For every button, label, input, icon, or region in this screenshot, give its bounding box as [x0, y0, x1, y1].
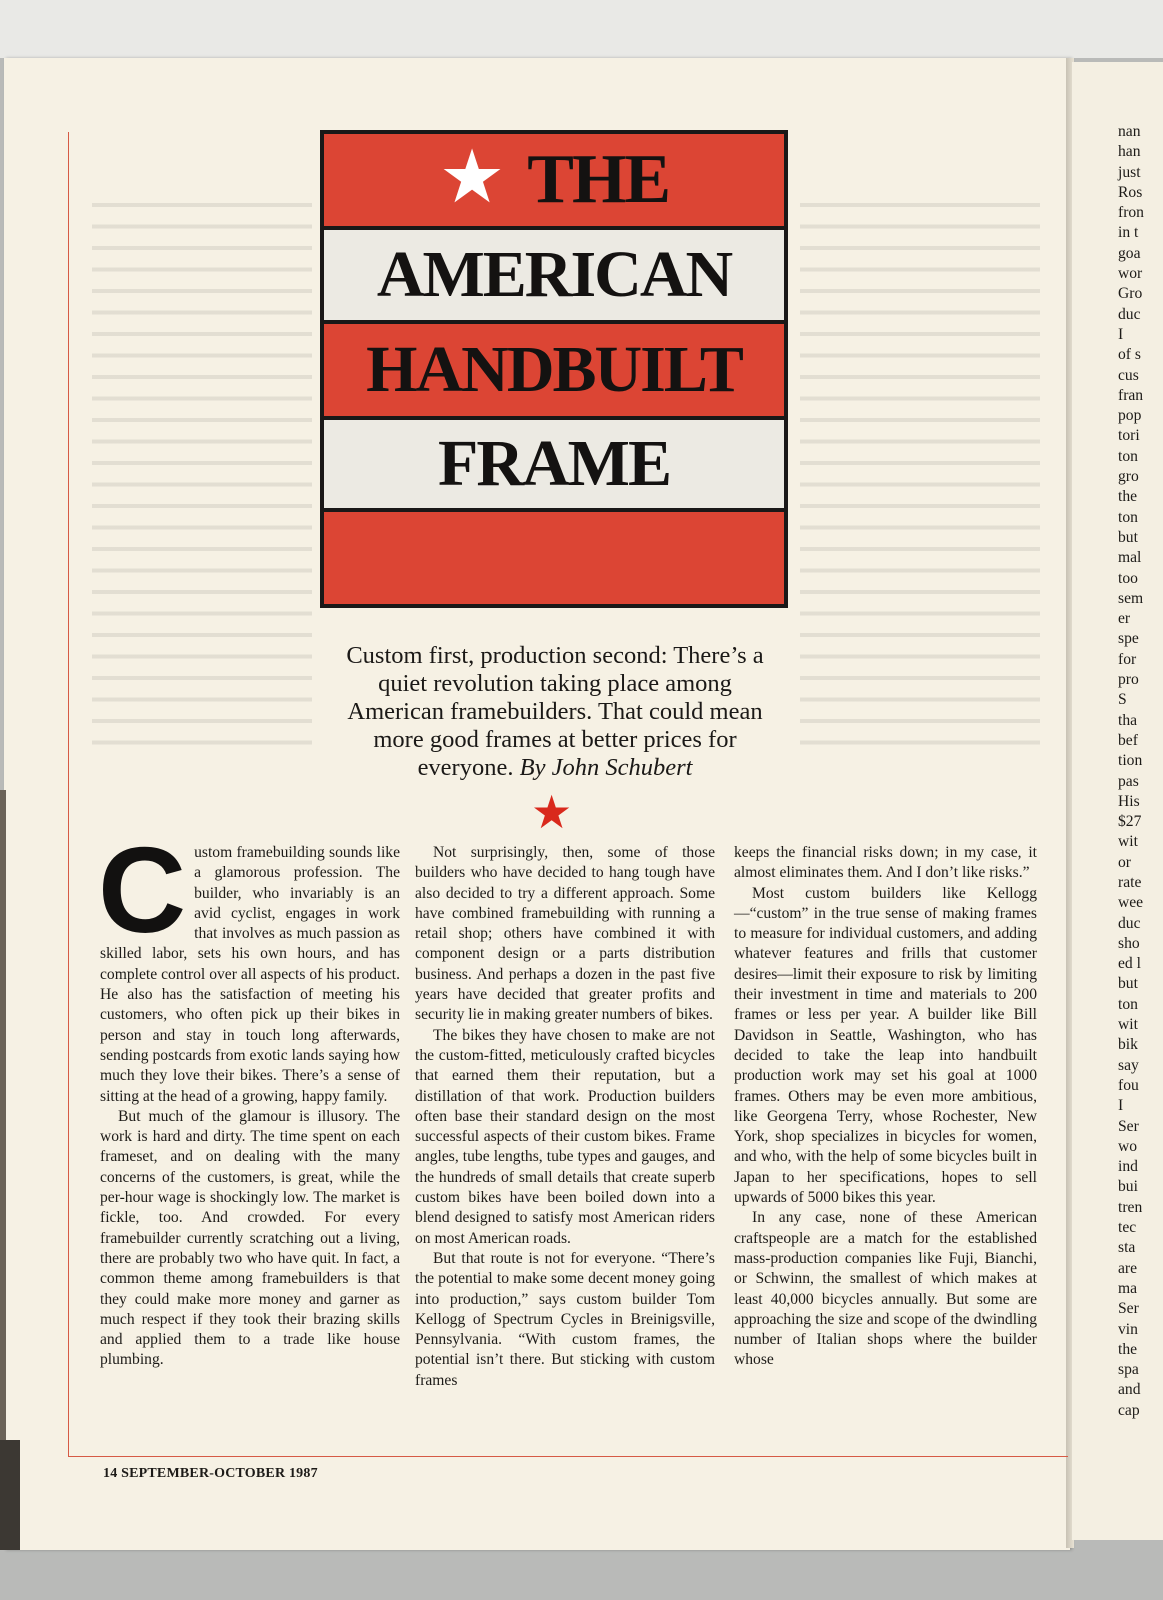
right-page-line-fragment: say — [1118, 1056, 1139, 1074]
title-line-the: THE — [527, 141, 670, 218]
paragraph: But that route is not for everyone. “There’s the potential to make some decent money going into production,” says custom builder Tom Kellogg of Spectrum Cycles in Breinigsville, Pennsylvania. “With custom frames, the potential isn’t there. But sticking with custom frames — [415, 1249, 715, 1389]
right-page-line-fragment: sta — [1118, 1239, 1136, 1257]
right-page-line-fragment: fran — [1118, 386, 1144, 404]
right-page-line-fragment: spa — [1118, 1361, 1139, 1379]
bleed-through-text-right — [800, 195, 1040, 755]
right-page-line-fragment: bik — [1118, 1036, 1138, 1054]
right-page-line-fragment: Ros — [1118, 183, 1143, 201]
right-page-line-fragment: I — [1118, 325, 1124, 343]
article-deck — [290, 642, 820, 782]
paragraph: In any case, none of these American craftspeople are a match for the established mass-production companies like Fuji, Bianchi, or Schwinn, the smallest of which makes at least 40,000 bicycles annually. But some are approaching the size and scope of the dwindling number of Italian shops where the builder whose — [734, 1209, 1037, 1369]
right-page-line-fragment: or — [1118, 853, 1131, 871]
right-page-line-fragment: $27 — [1118, 813, 1142, 831]
drop-cap: C — [98, 822, 187, 958]
right-page-line-fragment: I — [1118, 1097, 1124, 1115]
binding-edge — [0, 790, 6, 1540]
right-page-line-fragment: Ser — [1118, 1117, 1139, 1135]
flag-stripe-4 — [324, 420, 784, 508]
binding-edge-lower — [0, 1440, 20, 1550]
right-page-line-fragment: but — [1118, 975, 1138, 993]
right-page-line-fragment: duc — [1118, 305, 1141, 323]
star-icon: ★ — [438, 137, 506, 219]
paragraph — [98, 822, 400, 1107]
bleed-through-text-left — [92, 195, 312, 755]
right-page-column-fragments — [1118, 122, 1144, 1421]
title-line-handbuilt: HANDBUILT — [366, 333, 742, 406]
right-page-line-fragment: goa — [1118, 244, 1141, 262]
scan-background-top — [0, 0, 1163, 58]
right-page-line-fragment: fron — [1118, 204, 1144, 222]
article-column-1 — [98, 822, 400, 1371]
right-page-line-fragment: just — [1118, 163, 1141, 181]
right-page-line-fragment: the — [1118, 488, 1138, 506]
right-page-line-fragment: Ser — [1118, 1300, 1139, 1318]
right-page-line-fragment: wo — [1118, 1137, 1138, 1155]
red-bottom-rule — [68, 1456, 1068, 1457]
right-page-line-fragment: fou — [1118, 1076, 1139, 1094]
flag-stripe-3 — [324, 324, 784, 416]
right-page-line-fragment: and — [1118, 1381, 1141, 1399]
title-line-frame: FRAME — [438, 427, 670, 500]
right-page-line-fragment: ind — [1118, 1158, 1138, 1176]
paragraph: keeps the financial risks down; in my case, it almost eliminates them. And I don’t like risks.” — [734, 844, 1037, 882]
right-page-line-fragment: sem — [1118, 589, 1144, 607]
flag-stripe-5 — [324, 512, 784, 604]
deck-line-2: quiet revolution taking place among — [378, 670, 732, 697]
deck-line-5-text: everyone. — [417, 754, 514, 781]
right-page-line-fragment: tec — [1118, 1219, 1137, 1237]
right-page-line-fragment: bef — [1118, 731, 1138, 749]
right-page-line-fragment: nan — [1118, 123, 1141, 140]
right-page-line-fragment: His — [1118, 792, 1140, 810]
right-page-line-fragment: cus — [1118, 366, 1139, 384]
right-page-line-fragment: ton — [1118, 995, 1138, 1013]
right-page-line-fragment: too — [1118, 569, 1138, 587]
right-page-line-fragment: tori — [1118, 427, 1140, 445]
right-page-line-fragment: wee — [1118, 894, 1144, 912]
paragraph: Most custom builders like Kellogg—“custom” in the true sense of making frames to measure for individual customers, and adding whatever features and frills that customer desires—limit their exposure to risk by limiting their investment in time and materials to 200 frames or less per year. A builder like Bill Davidson in Seattle, Washington, who has decided to take the leap into handbuilt production work may set his goal at 1000 frames. Others may be even more ambitious, like Georgena Terry, whose Rochester, New York, shop specializes in bicycles for women, and who, with the help of some bicycles built in Japan to her specifications, hopes to sell upwards of 5000 bikes this year. — [734, 884, 1037, 1207]
deck-line-1: Custom first, production second: There’s a — [346, 642, 764, 669]
right-page-line-fragment: ed l — [1118, 955, 1141, 973]
right-page-line-fragment: wor — [1118, 265, 1143, 283]
right-page-line-fragment: wit — [1118, 1016, 1138, 1034]
right-page-line-fragment: tren — [1118, 1198, 1143, 1216]
right-page-line-fragment: ton — [1118, 447, 1138, 465]
right-page-line-fragment: tion — [1118, 752, 1143, 770]
right-page-line-fragment: cap — [1118, 1401, 1140, 1419]
right-page-line-fragment: ma — [1118, 1279, 1138, 1297]
right-page-line-fragment: vin — [1118, 1320, 1138, 1338]
deck-line-3: American framebuilders. That could mean — [347, 698, 763, 725]
right-page-line-fragment: er — [1118, 610, 1131, 628]
divider-star-icon: ★ — [531, 787, 573, 838]
right-page-line-fragment: pas — [1118, 772, 1139, 790]
paragraph: Not surprisingly, then, some of those builders who have decided to hang tough have also decided to try a different approach. Some have combined framebuilding with running a retail shop; others have combined it with component design or a parts distribution business. And perhaps a dozen in the past five years have decided that greater profits and security lie in making greater numbers of bikes. — [415, 844, 715, 1024]
article-column-3 — [734, 843, 1037, 1371]
right-page-line-fragment: are — [1118, 1259, 1138, 1277]
title-flag — [320, 130, 788, 608]
byline: By John Schubert — [519, 754, 693, 781]
right-page-line-fragment: but — [1118, 528, 1138, 546]
right-page-line-fragment: Gro — [1118, 285, 1143, 303]
right-page-line-fragment: wit — [1118, 833, 1138, 851]
deck-line-5 — [290, 754, 820, 782]
right-page-line-fragment: gro — [1118, 468, 1139, 486]
right-page-line-fragment: pro — [1118, 671, 1139, 689]
flag-stripe-2 — [324, 230, 784, 320]
right-page-line-fragment: sho — [1118, 934, 1140, 952]
right-page-line-fragment: rate — [1118, 873, 1142, 891]
red-margin-rule — [68, 132, 69, 1457]
right-page-line-fragment: pop — [1118, 407, 1142, 425]
paragraph: The bikes they have chosen to make are not the custom-fitted, meticulously crafted bicycles that earned them their reputation, but a distillation of that work. Production builders often base their standard design on the most successful aspects of their custom bikes. Frame angles, tube lengths, tube types and gauges, and the hundreds of small details that create superb custom bikes have been boiled down into a blend designed to satisfy most American riders on most American roads. — [415, 1026, 715, 1247]
paragraph-text: ustom framebuilding sounds like a glamorous profession. The builder, who invariably is an avid cyclist, engages in work that involves as much passion as skilled labor, sets his own hours, and has complete control over all aspects of his product. He also has the satisfaction of meeting his customers, who often pick up their bikes in person and stay in touch long afterwards, sending postcards from exotic lands saying how much they love their bikes. There’s a sense of sitting at the head of a growing, happy family. — [100, 844, 400, 1105]
right-page-line-fragment: in t — [1118, 224, 1139, 242]
title-line-american: AMERICAN — [376, 238, 732, 311]
right-page-line-fragment: of s — [1118, 346, 1141, 364]
right-page-line-fragment: ton — [1118, 508, 1138, 526]
right-page-line-fragment: han — [1118, 143, 1141, 161]
flag-stripe-1 — [324, 134, 784, 226]
right-page-line-fragment: mal — [1118, 549, 1142, 567]
paragraph: But much of the glamour is illusory. The work is hard and dirty. The time spent on each frameset, and on dealing with the many concerns of the customers, is great, while the per-hour wage is shockingly low. The market is fickle, too. And crowded. For every framebuilder currently scratching out a living, there are probably two who have quit. In fact, a common theme among framebuilders is that they could make more money and garner as much respect if they took their brazing skills and applied them to a trade like house plumbing. — [100, 1107, 400, 1369]
right-page-line-fragment: duc — [1118, 914, 1141, 932]
article-column-2 — [415, 843, 715, 1391]
right-page-line-fragment: the — [1118, 1340, 1138, 1358]
right-page-line-fragment: spe — [1118, 630, 1139, 648]
right-page-line-fragment: for — [1118, 650, 1137, 668]
page-folio: 14 SEPTEMBER-OCTOBER 1987 — [103, 1466, 318, 1481]
right-page-line-fragment: S — [1118, 691, 1127, 709]
right-page-line-fragment: bui — [1118, 1178, 1138, 1196]
right-page-line-fragment: tha — [1118, 711, 1138, 729]
deck-line-4: more good frames at better prices for — [373, 726, 737, 753]
